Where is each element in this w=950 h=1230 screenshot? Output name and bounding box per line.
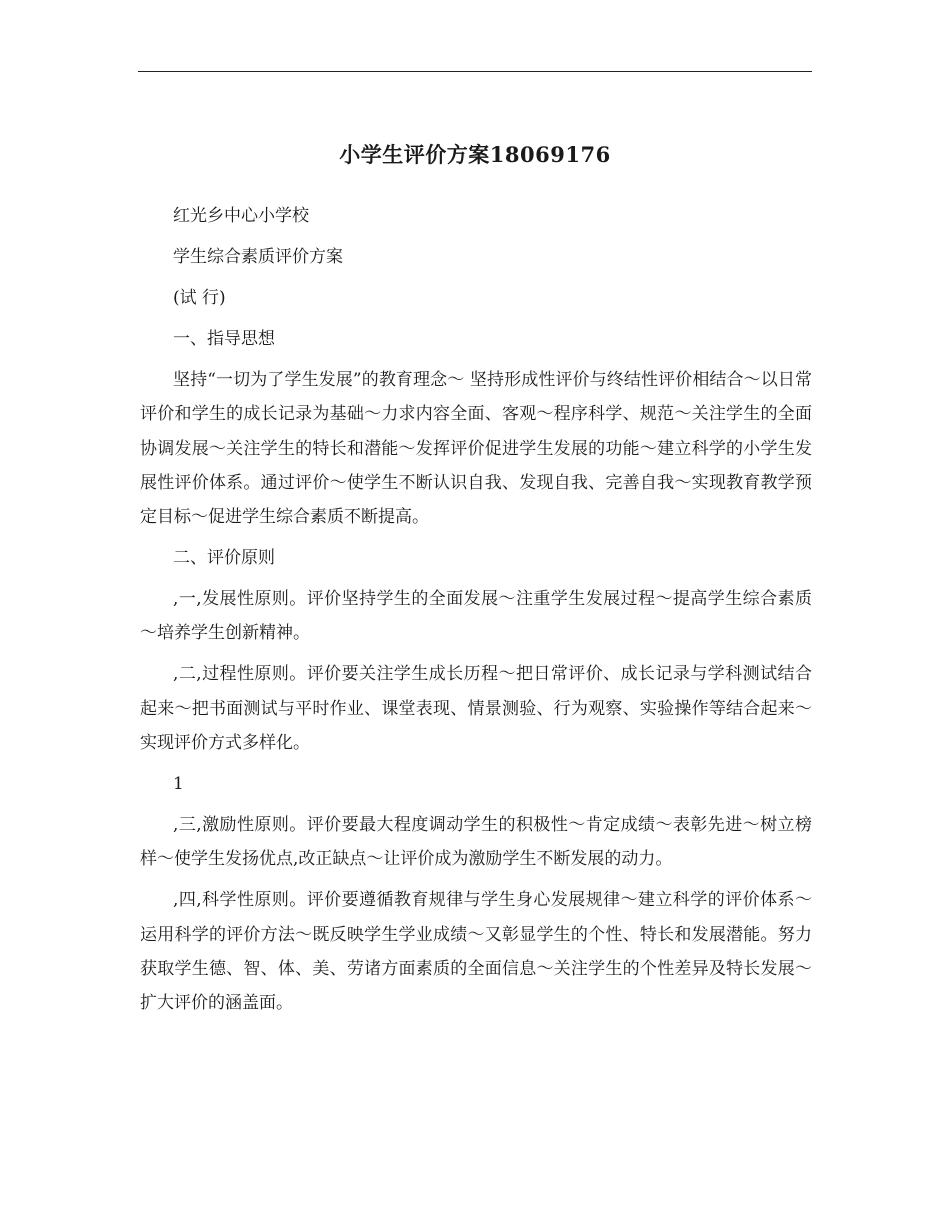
guiding-thought-paragraph: 坚持“一切为了学生发展”的教育理念～ 坚持形成性评价与终结性评价相结合～以日常评价和学生的成长记录为基础～力求内容全面、客观～程序科学、规范～关注学生的全面协调发展～关注学生的特长和潜能～发挥评价促进学生发展的功能～建立科学的小学生发展性评价体系。通过评价～使学生不断认识自我、发现自我、完善自我～实现教育教学预定目标～促进学生综合素质不断提高。 (140, 369, 812, 528)
principle-development: ,一,发展性原则。评价坚持学生的全面发展～注重学生发展过程～提高学生综合素质～培养学生创新精神。 (140, 589, 812, 644)
document-subtitle: 学生综合素质评价方案 (173, 246, 343, 267)
section-heading-guiding-thought: 一、指导思想 (173, 328, 275, 349)
school-name: 红光乡中心小学校 (173, 206, 309, 226)
trial-note: (试 行) (173, 287, 226, 308)
header-rule (138, 71, 812, 72)
document-body (140, 199, 812, 1027)
principle-incentive: ,三,激励性原则。评价要最大程度调动学生的积极性～肯定成绩～表彰先进～树立榜样～使学生发扬优点,改正缺点～让评价成为激励学生不断发展的动力。 (140, 814, 812, 870)
page-number: 1 (173, 773, 184, 794)
section-heading-evaluation-principles: 二、评价原则 (173, 548, 275, 569)
principle-process: ,二,过程性原则。评价要关注学生成长历程～把日常评价、成长记录与学科测试结合起来～把书面测试与平时作业、课堂表现、情景测验、行为观察、实验操作等结合起来～实现评价方式多样化。 (140, 664, 812, 753)
principle-scientific: ,四,科学性原则。评价要遵循教育规律与学生身心发展规律～建立科学的评价体系～运用科学的评价方法～既反映学生学业成绩～又彰显学生的个性、特长和发展潜能。努力获取学生德、智、体、美、劳诸方面素质的全面信息～关注学生的个性差异及特长发展～扩大评价的涵盖面。 (140, 890, 812, 1014)
document-title: 小学生评价方案18069176 (339, 142, 611, 167)
